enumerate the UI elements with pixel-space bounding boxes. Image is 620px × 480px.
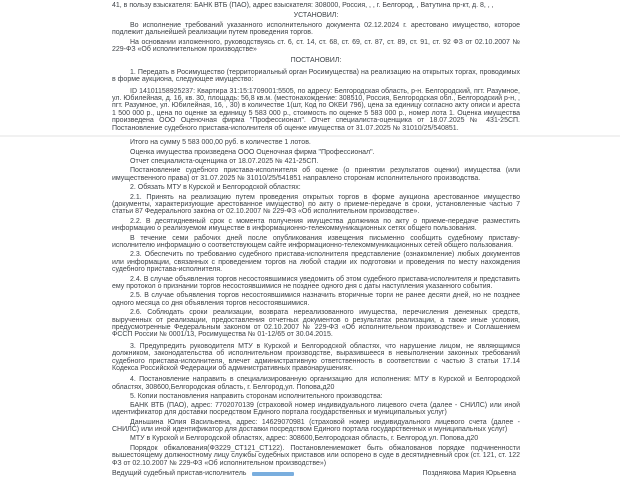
paragraph-appeal-procedure: Порядок обжалования(ФЗ229_СТ121_СТ122). Постановлениеможет быть обжалованов порядке подчиненности вышестоящему должностному лицу службы судебных приставов или оспорено в суде в десятидневный срок (ст. 121, ст. 122 ФЗ от 02.10.2007 № 229-ФЗ «Об исполнительном производстве») [112,444,520,467]
paragraph-item-2-2: 2.2. В десятидневный срок с момента получения имущества должника по акту о приеме-передаче разместить информацию о реализуемом имуществе в информационно-телекоммуникационных сетях общего пользования. [112,217,520,233]
paragraph-item-1: 1. Передать в Росимущество (территориальный орган Росимущества) на реализацию на открытых торгах, проводимых в форме аукциона, следующее имущество: [112,68,520,84]
heading-ustanovil: УСТАНОВИЛ: [293,12,339,20]
paragraph-copy-debtor: Даньшина Юлия Васильевна, адрес: 14629070981 (страховой номер индивидуального лицевого счета (далее - СНИЛС) или иной идентификатор для доставки посредством Единого портала государственных и муниципальных услуг) [112,418,520,433]
document-body [112,2,520,467]
paragraph-valuation-sent: Постановление судебного пристава-исполнителя об оценке (о принятии результатов оценки) имущества (или имущественного права) от 31.07.2025 № 31010/25/541851 направлено сторонам исполнительного производства. [112,167,520,182]
paragraph-item-2-4: 2.4. В случае объявления торгов несостоявшимися уведомить об этом судебного пристава-исполнителя и представить ему протокол о признании торгов несостоявшимися не позднее одного дня с даты наступления указанного события. [112,275,520,290]
paragraph-item-4: 4. Постановление направить в специализированную организацию для исполнения: МТУ в Курской и Белгородской областях, 308600,Белгородская область, г. Белгород,ул. Попова,д20 [112,376,520,391]
paragraph-appraisal: Оценка имущества произведена ООО Оценочная фирма "Профессионал". [130,148,375,156]
paragraph-lot-description: ID 14101158925237: Квартира 31:15:1709001:5505, по адресу: Белгородская область, р-н. Белгородский, пгт. Разумное, ул. Юбилейная, д. 16, кв. 30, площадь: 56,8 кв.м. (местонахождение: 308510, Россия, Белгородская обл., Белгородский р-н, , пгт. Разумное, ул. Юбилейная, 16, , 30) в количестве 1(шт, Код по ОКЕИ 796), цена за единицу согласно акту описи и ареста 1 500 000 р., цена по оценке за единицу 5 583 000 р., стоимость по оценке 5 583 000 р., номер лота 1. Оценка имущества произведена ООО Оценочная фирма "Профессионал". Отчет специалиста-оценщика от 18.07.2025 № 431-25СП. Постановление судебного пристава-исполнителя об оценке имущества от 31.07.2025 № 31010/25/540851. [112,87,520,132]
paragraph-item-2-2-notice: В течение семи рабочих дней после опубликования извещения письменно сообщить судебному приставу-исполнителю информацию о соответствующем сайте информационно-телекоммуникационных сетей общего пользования. [112,234,520,249]
paragraph-appraiser-report: Отчет специалиста-оценщика от 18.07.2025 № 421-25СП. [130,157,319,165]
digital-signature-link-icon[interactable] [252,472,294,476]
heading-postanovil: ПОСТАНОВИЛ: [290,57,342,65]
paragraph-total: Итого на сумму 5 583 000,00 руб. в количестве 1 лотов. [130,139,311,147]
page-break-divider [0,135,620,137]
bailiff-name: Позднякова Мария Юрьевна [422,469,516,477]
paragraph-item-3: 3. Предупредить руководителя МТУ в Курской и Белгородской областях, что нарушение лицом, не являющимся должником, законодательства об исполнительном производстве, выразившееся в невыполнении законных требований судебного пристава-исполнителя, влечет административную ответственность в соответствии с частью 3 статьи 17.14 Кодекса Российской Федерации об административных правонарушениях. [112,342,520,373]
paragraph-item-2-6: 2.6. Соблюдать сроки реализации, возврата нереализованного имущества, перечисления денежных средств, вырученных от реализации, предоставления отчетных документов о результатах реализации, а также иные условия, предусмотренные Федеральным законом от 02.10.2007 № 229-ФЗ «Об исполнительном производстве» и Соглашением ФССП России № 0001/13, Росимущества № 01-12/65 от 30.04.2015. [112,309,520,339]
signature-row [112,470,520,477]
paragraph-copy-mtu: МТУ в Курской и Белгородской областях, адрес: 308600,Белгородская область, г. Белгород,ул. Попова,д20 [130,435,479,443]
bailiff-title: Ведущий судебный пристав-исполнитель [112,469,247,477]
paragraph-item-2-3: 2.3. Обеспечить по требованию судебного пристава-исполнителя представление (ознакомление) любых документов или информации, связанных с проведением торгов на любой стадии их подготовки и проведения по месту нахождения судебного пристава-исполнителя. [112,251,520,274]
paragraph-item-2-5: 2.5. В случае объявления торгов несостоявшимися назначить вторичные торги не ранее десяти дней, но не позднее одного месяца со дня объявления торгов несостоявшимися. [112,292,520,307]
paragraph-item-5: 5. Копии постановления направить сторонам исполнительного производства: [130,393,383,401]
paragraph-item-2: 2. Обязать МТУ в Курской и Белгородской областях: [130,184,301,192]
paragraph-item-2-1: 2.1. Принять на реализацию путем проведения открытых торгов в форме аукциона арестованное имущество (документы, характеризующие арестованное имущество) по акту о приеме-передаче в сроки, установленные частью 7 статьи 87 Федерального закона от 02.10.2007 № 229-ФЗ «Об исполнительном производстве». [112,193,520,216]
paragraph-arrest: Во исполнение требований указанного исполнительного документа 02.12.2024 г. арестовано имущество, которое подлежит дальнейшей реализации путем проведения торгов. [112,21,520,37]
paragraph-legal-basis: На основании изложенного, руководствуясь ст. 6, ст. 14, ст. 68, ст. 69, ст. 87, ст. 89, ст. 91, ст. 92 ФЗ от 02.10.2007 № 229-ФЗ «Об исполнительном производстве» [112,38,520,54]
paragraph-copy-bank: БАНК ВТБ (ПАО), адрес: 7702070139 (страховой номер индивидуального лицевого счета (далее - СНИЛС) или иной идентификатор для доставки посредством Единого портала государственных и муниципальных услуг) [112,401,520,417]
continuation-line: 41, в пользу взыскателя: БАНК ВТБ (ПАО), адрес взыскателя: 308000, Россия, , , г. Белгород, , Ватутина пр-кт, д. 8, , , [112,2,494,9]
